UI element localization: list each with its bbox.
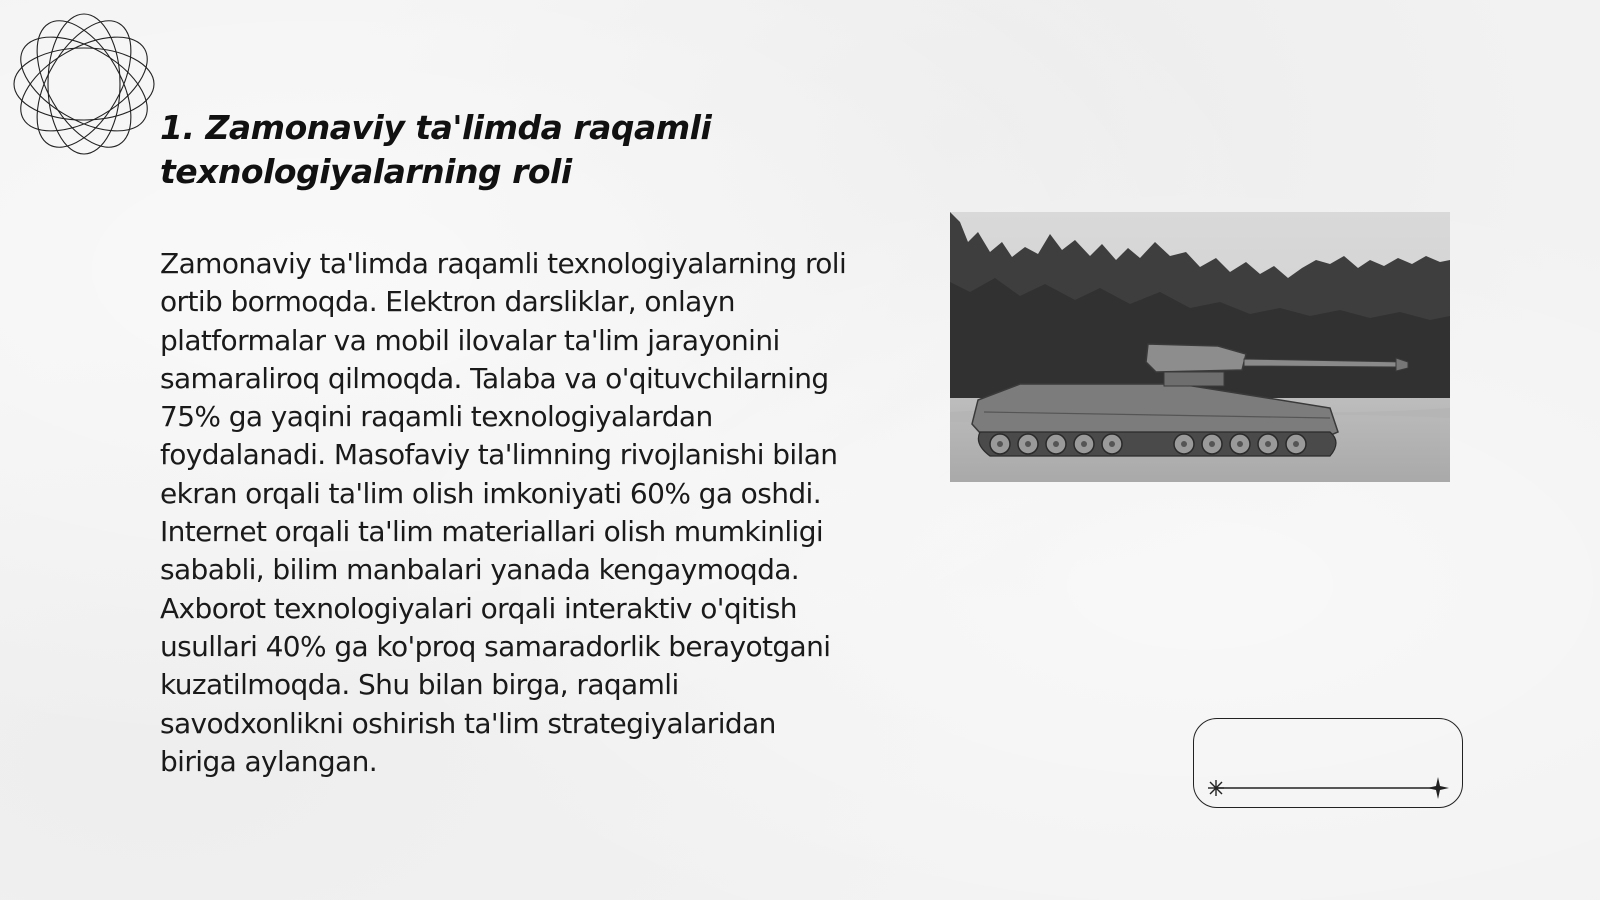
slide-title (160, 106, 860, 194)
tank-photo (950, 212, 1450, 482)
sparkle-icon (1208, 780, 1224, 796)
slide-body-text: Zamonaviy ta'limda raqamli texnologiyalarning roli ortib bormoqda. Elektron darsliklar, onlayn platformalar va mobil ilovalar ta'lim jarayonini samaraliroq qilmoqda. Talaba va o'qituvchilarning 75% ga yaqini raqamli texnologiyalardan foydalanadi. Masofaviy ta'limning rivojlanishi bilan ekran orqali ta'lim olish imkoniyati 60% ga oshdi. Internet orqali ta'lim materiallari olish mumkinligi sababli, bilim manbalari yanada kengaymoqda. Axborot texnologiyalari orqali interaktiv o'qitish usullari 40% ga ko'proq samaradorlik berayotgani kuzatilmoqda. Shu bilan birga, raqamli savodxonlikni oshirish ta'lim strategiyalaridan biriga aylangan. (160, 247, 847, 778)
spirograph-ornament-icon (10, 10, 158, 158)
footer-decorative-line (1206, 775, 1456, 815)
slide-title-line-1: 1. Zamonaviy ta'limda raqamli (160, 108, 712, 147)
slide-title-line-2: texnologiyalarning roli (160, 152, 572, 191)
four-point-star-icon (1427, 777, 1449, 799)
